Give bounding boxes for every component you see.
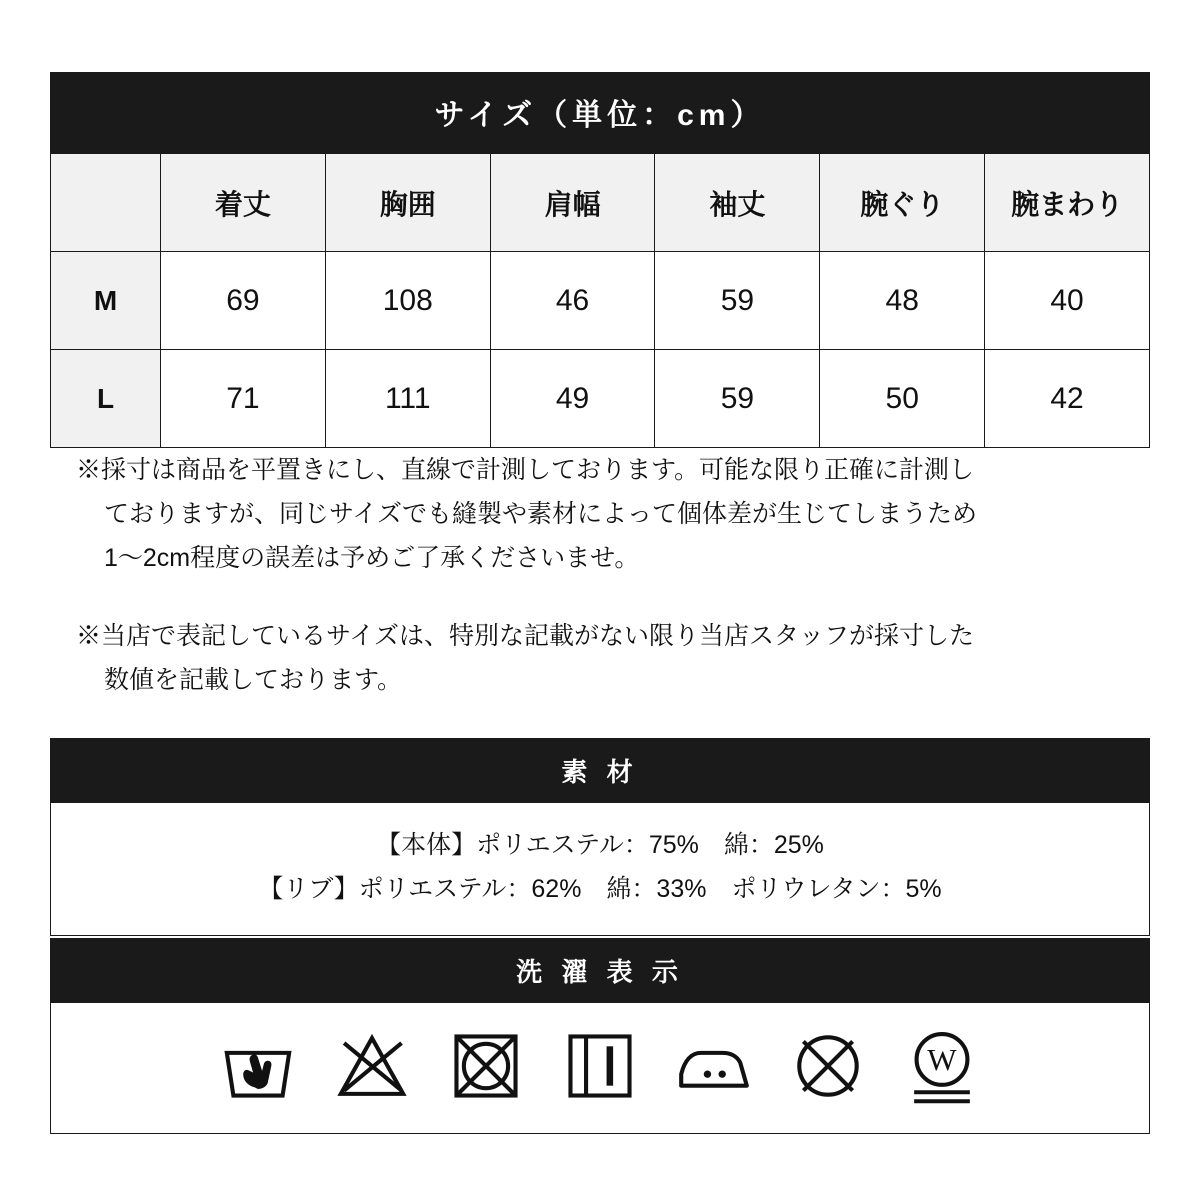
cell-m-4: 48 <box>820 252 985 350</box>
column-header-5: 腕まわり <box>985 154 1150 252</box>
cell-l-3: 59 <box>655 350 820 448</box>
table-row <box>51 252 1150 350</box>
column-header-4: 腕ぐり <box>820 154 985 252</box>
column-header-0: 着丈 <box>161 154 326 252</box>
note-measurement <box>76 448 1136 580</box>
cell-l-5: 42 <box>985 350 1150 448</box>
notes-section <box>76 448 1136 736</box>
table-row <box>51 350 1150 448</box>
note-line: ※採寸は商品を平置きにし、直線で計測しております。可能な限り正確に計測し <box>76 456 975 484</box>
svg-text:W: W <box>927 1042 957 1078</box>
cell-m-1: 108 <box>325 252 490 350</box>
care-section-title: 洗 濯 表 示 <box>51 939 1149 1003</box>
cell-m-5: 40 <box>985 252 1150 350</box>
material-line-body: 【本体】ポリエステル：75% 綿：25% <box>376 831 824 859</box>
size-section-title: サイズ（単位：cm） <box>50 72 1150 153</box>
no-dry-clean-icon <box>787 1025 869 1107</box>
hand-wash-icon <box>217 1025 299 1107</box>
size-table <box>50 153 1150 448</box>
material-section <box>50 738 1150 936</box>
cell-l-1: 111 <box>325 350 490 448</box>
no-tumble-dry-icon <box>445 1025 527 1107</box>
line-dry-in-shade-icon <box>559 1025 641 1107</box>
column-header-2: 肩幅 <box>490 154 655 252</box>
note-line: 1〜2cm程度の誤差は予めご了承くださいませ。 <box>104 544 640 572</box>
column-header-3: 袖丈 <box>655 154 820 252</box>
material-section-title: 素 材 <box>51 739 1149 803</box>
note-line: ※当店で表記しているサイズは、特別な記載がない限り当店スタッフが採寸した <box>76 622 975 650</box>
table-corner-cell <box>51 154 161 252</box>
no-bleach-icon <box>331 1025 413 1107</box>
cell-m-2: 46 <box>490 252 655 350</box>
note-line: 数値を記載しております。 <box>104 666 403 694</box>
cell-l-2: 49 <box>490 350 655 448</box>
row-label-l: L <box>51 350 161 448</box>
iron-low-icon <box>673 1025 755 1107</box>
table-header-row <box>51 154 1150 252</box>
note-sizing-policy <box>76 614 1136 702</box>
cell-m-0: 69 <box>161 252 326 350</box>
cell-l-4: 50 <box>820 350 985 448</box>
column-header-1: 胸囲 <box>325 154 490 252</box>
size-section <box>50 72 1150 448</box>
care-icon-row <box>51 1003 1149 1133</box>
care-section <box>50 938 1150 1134</box>
material-body <box>51 803 1149 935</box>
note-line: ておりますが、同じサイズでも縫製や素材によって個体差が生じてしまうため <box>104 500 978 528</box>
cell-m-3: 59 <box>655 252 820 350</box>
material-line-rib: 【リブ】ポリエステル：62% 綿：33% ポリウレタン：5% <box>258 875 942 903</box>
cell-l-0: 71 <box>161 350 326 448</box>
row-label-m: M <box>51 252 161 350</box>
wet-clean-icon <box>901 1025 983 1107</box>
